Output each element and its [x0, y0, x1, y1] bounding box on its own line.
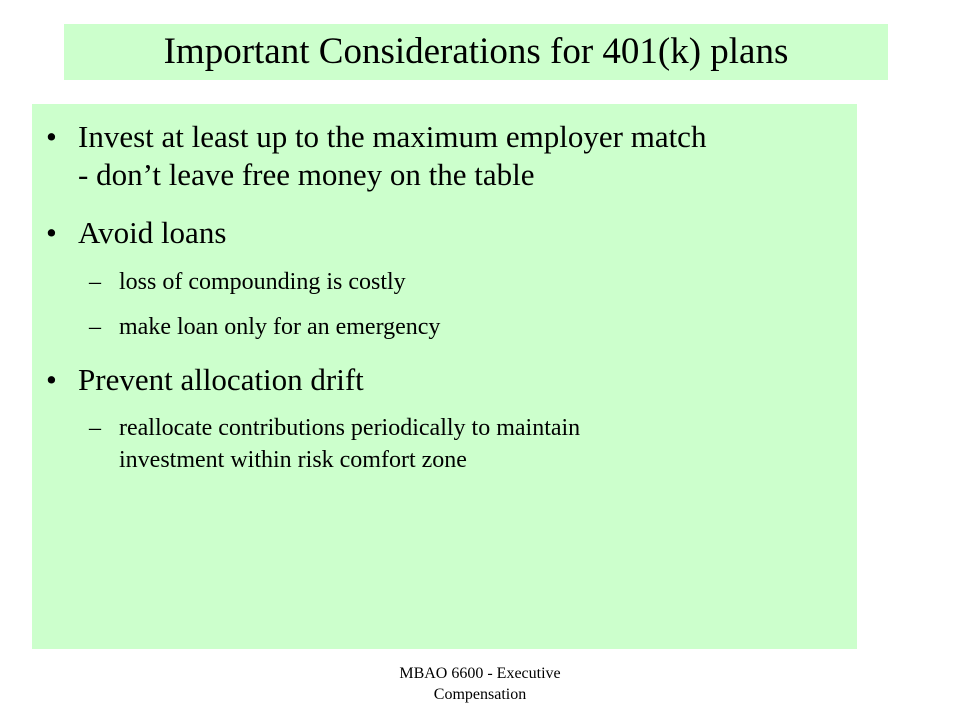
subbullet-text: reallocate contributions periodically to maintain	[119, 415, 581, 441]
slide-footer	[380, 663, 580, 705]
subbullet-marker: –	[89, 269, 101, 295]
title-banner	[64, 24, 888, 80]
bullet-list	[32, 104, 857, 649]
slide-title: Important Considerations for 401(k) plans	[163, 31, 789, 72]
bullet-text: Prevent allocation drift	[78, 362, 364, 397]
footer-line: Compensation	[433, 686, 527, 703]
subbullet-text: make loan only for an emergency	[119, 314, 441, 340]
bullet-marker: •	[46, 215, 57, 250]
bullet-marker: •	[46, 119, 57, 154]
content-panel	[32, 104, 857, 649]
subbullet-text-continuation: investment within risk comfort zone	[119, 447, 467, 473]
bullet-text-continuation: - don’t leave free money on the table	[78, 157, 535, 192]
subbullet-marker: –	[89, 415, 101, 441]
subbullet-text: loss of compounding is costly	[119, 269, 406, 295]
bullet-text: Avoid loans	[78, 215, 227, 250]
subbullet-marker: –	[89, 314, 101, 340]
bullet-text: Invest at least up to the maximum employer match	[78, 119, 707, 154]
bullet-marker: •	[46, 362, 57, 397]
footer-line: MBAO 6600 - Executive	[399, 665, 561, 682]
